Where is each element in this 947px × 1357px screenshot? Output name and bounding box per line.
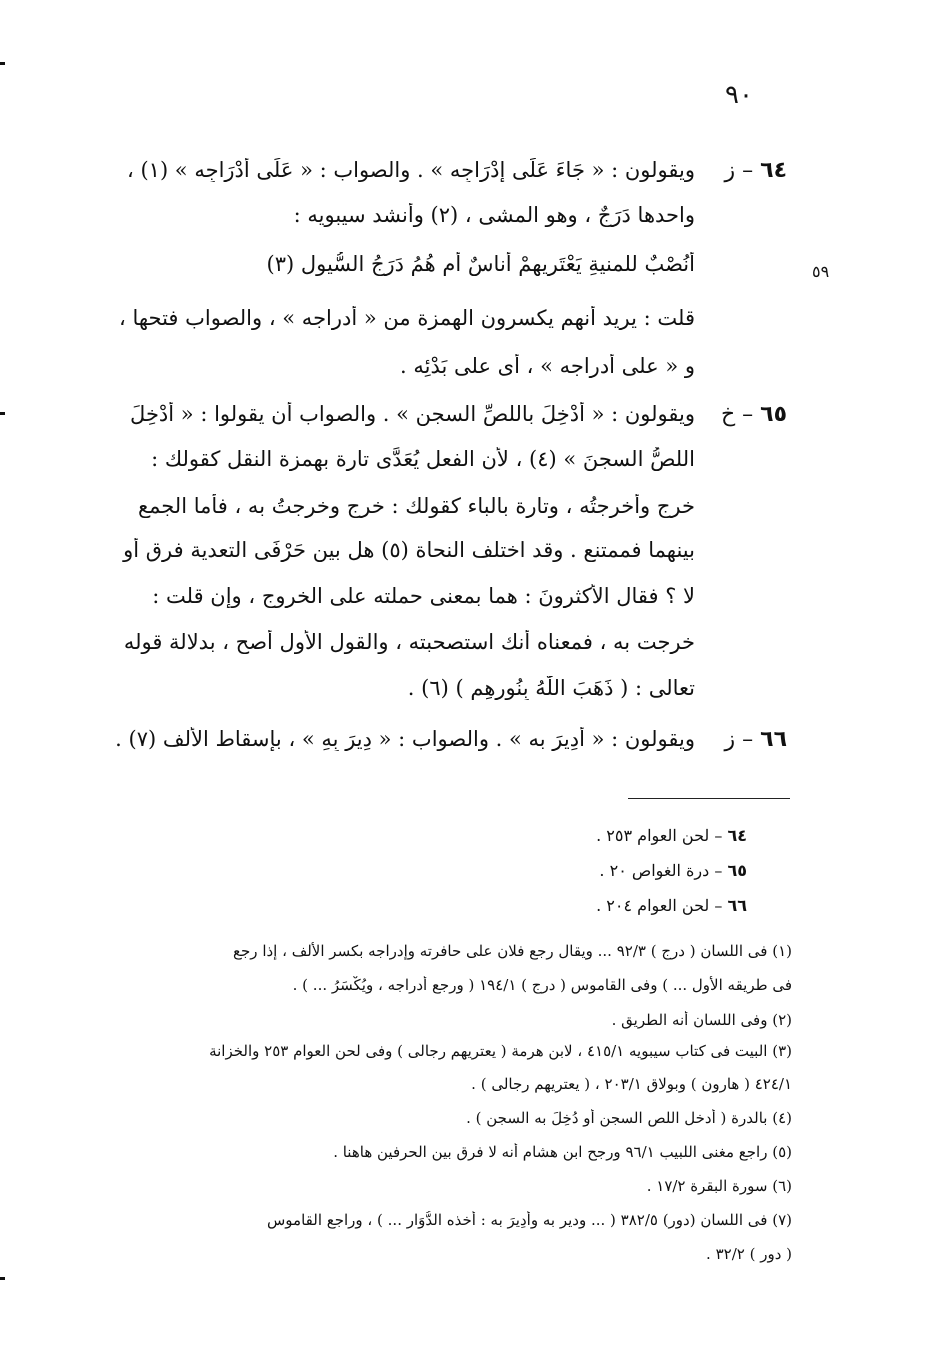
entry-number: ٦٤ — [760, 158, 787, 183]
source-text: – لحن العوام ٢٥٣ . — [596, 826, 723, 845]
footnote: (١) فى اللسان ( درج ) ٩٢/٣ ... ويقال رجع فلان على حافرته وإدراجه بكسر الألف ، إذا رجع — [233, 942, 792, 960]
entry-line: قلت : يريد أنهم يكسرون الهمزة من « أدراجه » ، والصواب فتحها ، — [118, 306, 695, 330]
entry-letter: خ — [720, 402, 736, 427]
entry-line: لا ؟ فقال الأكثرونَ : هما بمعنى حملته على الخروج ، وإن قلت : — [152, 584, 695, 608]
entry-number: ٦٥ — [760, 402, 787, 427]
margin-number: ٥٩ — [812, 262, 830, 281]
footnote: (٧) فى اللسان (دور) ٣٨٢/٥ ( ... ودير به وأُدِيرَ به : أخذه الدُّوَار ... ) ، وراجع القاموس — [267, 1211, 792, 1229]
edge-mark — [0, 1277, 5, 1280]
entry-letter: ز — [724, 727, 736, 752]
entry-heading: ٦٥ – خ — [720, 402, 787, 427]
source-text: – درة الغواص ٢٠ . — [599, 861, 723, 880]
source-number: ٦٦ — [727, 896, 747, 915]
entry-heading: ٦٦ – ز — [724, 727, 787, 752]
source-line — [599, 861, 747, 880]
entry-line: تعالى : ( ذَهَبَ اللّٰهُ بِنُورِهِم ) (٦) . — [407, 676, 695, 700]
footnote: (٥) راجع مغنى اللبيب ٩٦/١ ورجح ابن هشام أنه لا فرق بين الحرفين هاهنا . — [333, 1143, 792, 1161]
entry-line: خرج وأخرجتُه ، وتارة بالباء كقولك : خرج وخرجتُ به ، فأما الجمع — [137, 494, 695, 518]
footnote: (٦) سورة البقرة ١٧/٢ . — [646, 1177, 792, 1195]
source-number: ٦٥ — [727, 861, 747, 880]
source-text: – لحن العوام ٢٠٤ . — [596, 896, 723, 915]
source-number: ٦٤ — [727, 826, 747, 845]
entry-line: واحدها دَرَجٌ ، وهو المشى ، (٢) وأنشد سيبويه : — [293, 203, 695, 227]
entry-line: ويقولون : « أُدْخِلَ باللصِّ السجن » . والصواب أن يقولوا : « أُدْخِلَ — [130, 402, 695, 426]
footnote: ٤٢٤/١ ( هارون ) وبولاق ٢٠٣/١ ، ( يعتريهم رجالى ) . — [471, 1075, 792, 1093]
footnote: (٤) بالدرة ( أدخل اللص السجن أو دُخِلَ به السجن ) . — [466, 1109, 792, 1127]
entry-number: ٦٦ — [760, 727, 787, 752]
entry-line: اللصُّ السجنَ » (٤) ، لأن الفعل يُعَدَّى تارة بهمزة النقل كقولك : — [151, 447, 695, 471]
source-line — [596, 826, 747, 845]
entry-line: و « على أُدراجه » ، أى على بَدْئِه . — [400, 354, 695, 378]
edge-mark — [0, 62, 5, 65]
entry-line: خرجت به ، فمعناه أنك استصحبته ، والقول الأول أصح ، بدلالة قوله — [123, 630, 695, 654]
edge-mark — [0, 412, 5, 415]
page-number: ٩٠ — [725, 80, 753, 110]
entry-letter: ز — [724, 158, 736, 183]
verse-line: أَنُصْبٌ للمنيةِ يَعْتَرِيهِمْ أناسٌ أم هُمُ دَرَجُ السُّيولِ (٣) — [266, 252, 695, 276]
footnote: (٣) البيت فى كتاب سيبويه ٤١٥/١ ، لابن هرمة ( يعتريهم رجالى ) وفى لحن العوام ٢٥٣ والخزانة — [209, 1042, 792, 1060]
entry-line: ويقولون : « أُدِيرَ به » . والصواب : « دِيرَ بِهِ » ، بإسقاط الألف (٧) . — [115, 727, 695, 751]
entry-line: بينهما فممتنع . وقد اختلف النحاة (٥) هل بين حَرْفَى التعدية فرق أو — [123, 538, 695, 562]
entry-line: ويقولون : « جَاءَ عَلَى إِدْرَاجِه » . والصواب : « عَلَى أُدْرَاجِه » (١) ، — [127, 158, 695, 182]
entry-heading: ٦٤ – ز — [724, 158, 787, 183]
footnote: فى طريقه الأول ... ) وفى القاموس ( درج ) ١٩٤/١ ( ورجع أدراجه ، ويُكْسَرُ ... ) . — [292, 976, 792, 994]
footnote-separator — [628, 798, 790, 799]
footnote: (٢) وفى اللسان أنه الطريق . — [611, 1011, 792, 1029]
source-line — [596, 896, 747, 915]
footnote: ( دور ) ٣٢/٢ . — [706, 1245, 792, 1263]
